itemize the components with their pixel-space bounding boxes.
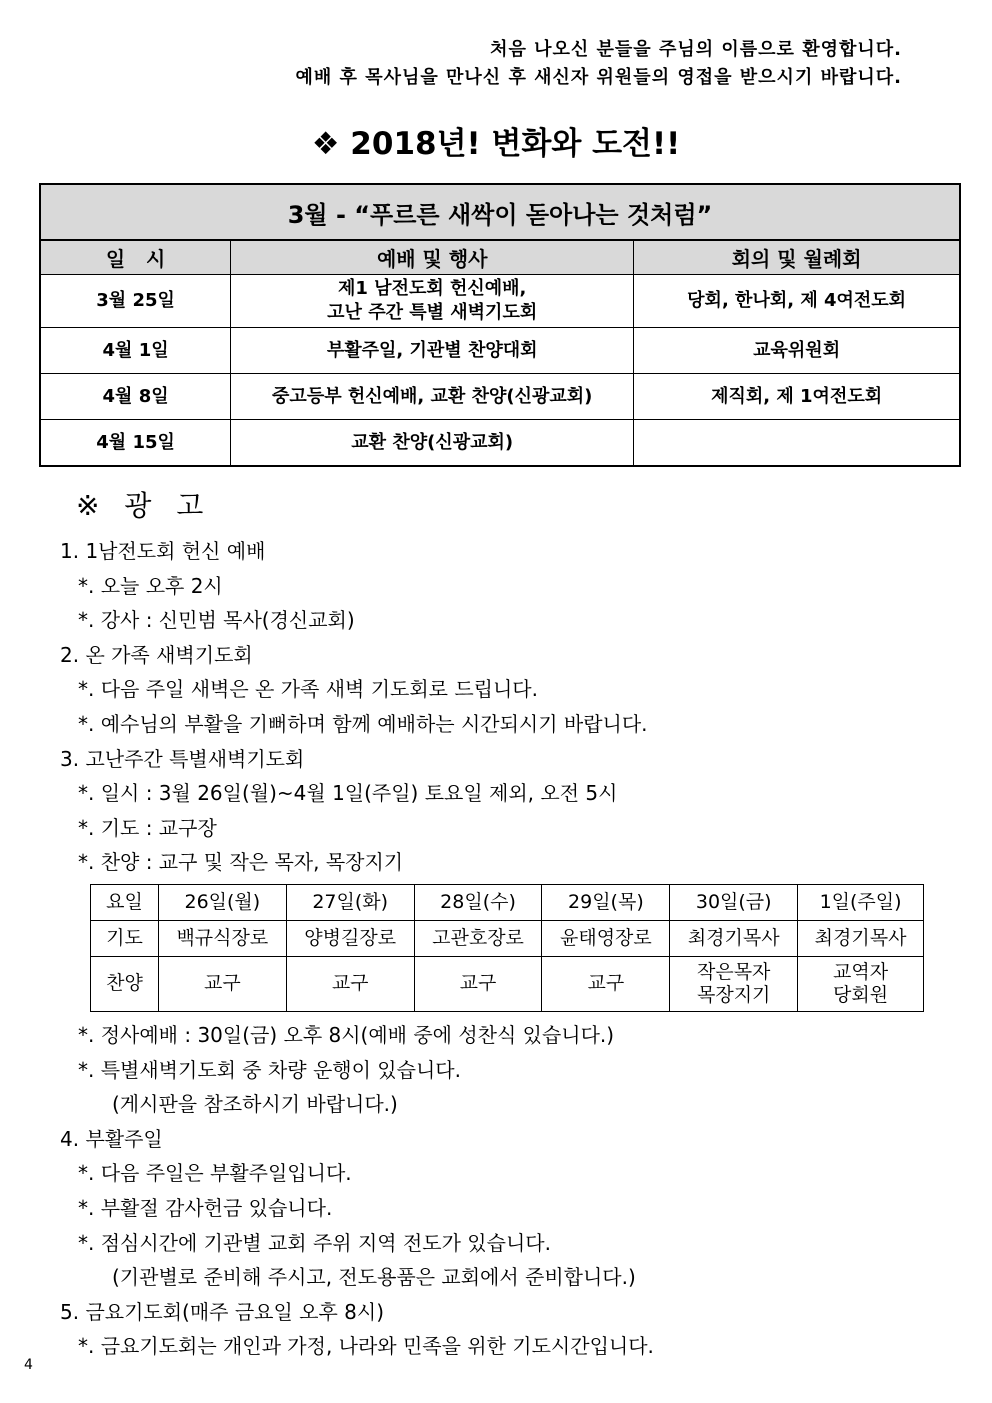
week-cell (798, 956, 924, 1011)
week-cell: 고관호장로 (414, 920, 542, 956)
week-cell: 최경기목사 (798, 920, 924, 956)
week-cell: 백규식장로 (158, 920, 286, 956)
announcement-detail: *. 정사예배 : 30일(금) 오후 8시(예배 중에 성찬식 있습니다.) (78, 1022, 615, 1047)
week-cell: 기도 (91, 920, 159, 956)
welcome-line-1: 처음 나오신 분들을 주님의 이름으로 환영합니다. (490, 39, 902, 60)
row-event: 교환 찬양(신광교회) (231, 420, 634, 467)
row-event-line: 고난 주간 특별 새벽기도회 (327, 302, 538, 323)
week-cell (670, 956, 798, 1011)
welcome-message (296, 36, 903, 92)
announcement-item: 1. 1남전도회 헌신 예배 (60, 539, 266, 563)
table-row (40, 275, 960, 328)
announcement-detail: *. 기도 : 교구장 (78, 815, 217, 840)
announcement-detail: *. 특별새벽기도회 중 차량 운행이 있습니다. (78, 1057, 461, 1082)
announcement-detail: *. 예수님의 부활을 기뻐하며 함께 예배하는 시간되시기 바랍니다. (78, 711, 648, 736)
week-cell: 30일(금) (670, 884, 798, 920)
header-date: 일 시 (40, 240, 231, 275)
week-cell: 29일(목) (542, 884, 670, 920)
row-event-line: 제1 남전도회 헌신예배, (338, 278, 527, 299)
row-date: 4월 15일 (40, 420, 231, 467)
row-meeting: 당회, 한나회, 제 4여전도회 (634, 275, 960, 328)
week-cell: 28일(수) (414, 884, 542, 920)
prayer-week-table (90, 884, 924, 1012)
welcome-line-2: 예배 후 목사님을 만나신 후 새신자 위원들의 영접을 받으시기 바랍니다. (295, 67, 902, 88)
row-event (231, 275, 634, 328)
week-cell: 교구 (158, 956, 286, 1011)
announcement-detail: *. 점심시간에 기관별 교회 주위 지역 전도가 있습니다. (78, 1230, 551, 1255)
week-cell: 1일(주일) (798, 884, 924, 920)
week-cell: 요일 (91, 884, 159, 920)
monthly-schedule-table (39, 183, 961, 467)
page-number: 4 (24, 1357, 33, 1373)
announcement-detail: *. 일시 : 3월 26일(월)~4월 1일(주일) 토요일 제외, 오전 5시 (78, 781, 618, 806)
announcement-detail: *. 오늘 오후 2시 (78, 573, 223, 598)
week-cell-line: 목장지기 (697, 983, 771, 1006)
announcement-item: 4. 부활주일 (60, 1126, 163, 1151)
announcement-detail: *. 금요기도회는 개인과 가정, 나라와 민족을 위한 기도시간입니다. (78, 1334, 654, 1359)
praise-row (91, 956, 924, 1011)
row-meeting: 교육위원회 (634, 328, 960, 374)
row-event: 부활주일, 기관별 찬양대회 (231, 328, 634, 374)
week-cell: 윤태영장로 (542, 920, 670, 956)
week-cell-line: 교역자 (833, 960, 889, 983)
table-row (40, 328, 960, 374)
announcement-detail: *. 강사 : 신민범 목사(경신교회) (78, 608, 355, 633)
week-cell: 교구 (542, 956, 670, 1011)
week-cell-line: 작은목자 (697, 960, 771, 983)
month-title: 3월 - “푸르른 새싹이 돋아나는 것처럼” (40, 184, 960, 240)
yearly-theme: ❖ 2018년! 변화와 도전!! (311, 126, 681, 162)
row-event: 중고등부 헌신예배, 교환 찬양(신광교회) (231, 374, 634, 420)
weekday-row (91, 884, 924, 920)
announcement-item: 2. 온 가족 새벽기도회 (60, 642, 253, 667)
row-meeting: 제직회, 제 1여전도회 (634, 374, 960, 420)
week-cell: 최경기목사 (670, 920, 798, 956)
table-row (40, 420, 960, 467)
row-date: 3월 25일 (40, 275, 231, 328)
week-cell: 26일(월) (158, 884, 286, 920)
announcements-title: ※ 광 고 (76, 489, 212, 522)
header-meeting: 회의 및 월례회 (634, 240, 960, 275)
row-meeting (634, 420, 960, 467)
week-cell: 27일(화) (286, 884, 414, 920)
header-event: 예배 및 행사 (231, 240, 634, 275)
announcement-item: 5. 금요기도회(매주 금요일 오후 8시) (60, 1299, 385, 1324)
row-date: 4월 8일 (40, 374, 231, 420)
row-date: 4월 1일 (40, 328, 231, 374)
week-cell: 찬양 (91, 956, 159, 1011)
announcement-detail: *. 부활절 감사헌금 있습니다. (78, 1195, 333, 1220)
announcement-note: (게시판을 참조하시기 바랍니다.) (112, 1092, 398, 1117)
announcements-body (60, 534, 960, 1364)
announcement-detail: *. 다음 주일 새벽은 온 가족 새벽 기도회로 드립니다. (78, 677, 538, 702)
table-row (40, 374, 960, 420)
week-cell-line: 당회원 (833, 983, 889, 1006)
week-cell: 양병길장로 (286, 920, 414, 956)
week-cell: 교구 (286, 956, 414, 1011)
announcement-detail: *. 찬양 : 교구 및 작은 목자, 목장지기 (78, 850, 404, 875)
announcement-item: 3. 고난주간 특별새벽기도회 (60, 746, 305, 771)
prayer-row (91, 920, 924, 956)
week-cell: 교구 (414, 956, 542, 1011)
announcement-note: (기관별로 준비해 주시고, 전도용품은 교회에서 준비합니다.) (112, 1265, 636, 1290)
announcement-detail: *. 다음 주일은 부활주일입니다. (78, 1161, 352, 1186)
